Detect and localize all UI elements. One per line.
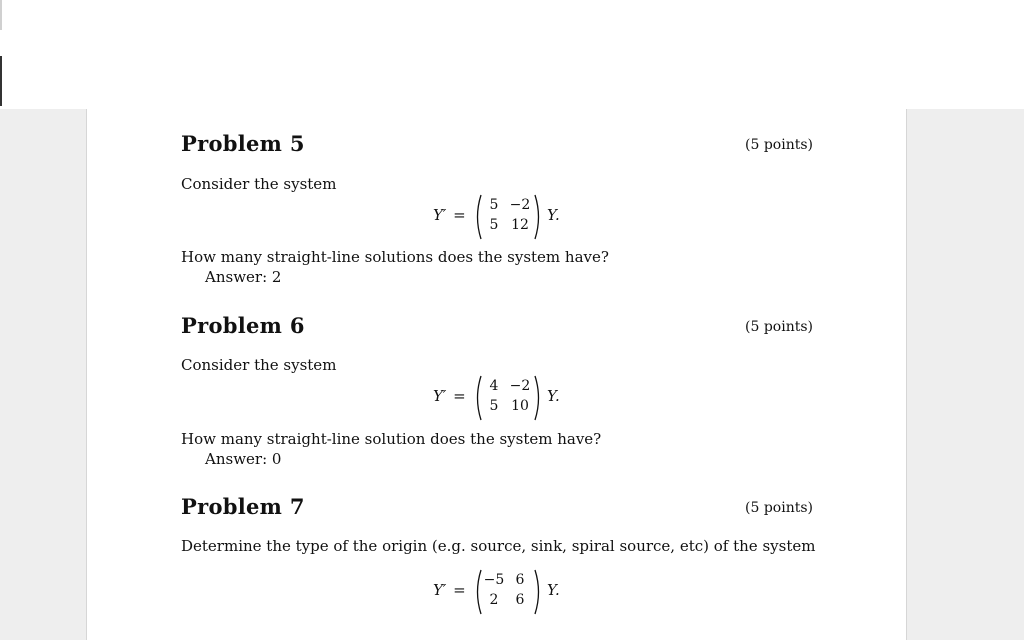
coefficient-matrix xyxy=(481,376,533,416)
equals-sign: = xyxy=(453,206,466,224)
equals-sign: = xyxy=(453,387,466,405)
problem-intro: Determine the type of the origin (e.g. source, sink, spiral source, etc) of the system xyxy=(181,537,816,555)
equation-lhs-variable: Y′ xyxy=(433,581,447,599)
matrix-equation xyxy=(433,194,573,242)
matrix-cell: −5 xyxy=(483,572,505,588)
problem-title: Problem 7 xyxy=(181,494,305,519)
problem-intro: Consider the system xyxy=(181,175,337,193)
scrollbar-thumb[interactable] xyxy=(0,56,2,106)
coefficient-matrix xyxy=(481,570,533,610)
problem-question: How many straight-line solutions does the system have? xyxy=(181,248,609,266)
problem-answer: Answer: 0 xyxy=(205,450,282,468)
matrix-cell: 6 xyxy=(515,592,525,608)
equation-lhs-variable: Y′ xyxy=(433,206,447,224)
problem-intro: Consider the system xyxy=(181,356,337,374)
matrix-cell: 4 xyxy=(489,378,499,394)
coefficient-matrix xyxy=(481,195,533,235)
matrix-cell: 5 xyxy=(489,197,499,213)
problem-answer: Answer: 2 xyxy=(205,268,282,286)
matrix-equation xyxy=(433,569,573,617)
matrix-cell: 2 xyxy=(489,592,499,608)
equation-lhs-variable: Y′ xyxy=(433,387,447,405)
matrix-cell: 6 xyxy=(515,572,525,588)
equals-sign: = xyxy=(453,581,466,599)
equation-lhs xyxy=(433,581,466,599)
matrix-cell: 10 xyxy=(511,398,529,414)
matrix-cell: −2 xyxy=(509,197,531,213)
equation-lhs xyxy=(433,206,466,224)
equation-rhs: Y. xyxy=(547,387,560,405)
document-page xyxy=(86,109,907,640)
equation-rhs: Y. xyxy=(547,581,560,599)
problem-points: (5 points) xyxy=(745,500,813,516)
matrix-cell: 12 xyxy=(511,217,529,233)
right-parenthesis xyxy=(533,375,543,421)
matrix-cell: 5 xyxy=(489,398,499,414)
problem-points: (5 points) xyxy=(745,137,813,153)
matrix-equation xyxy=(433,375,573,423)
right-parenthesis xyxy=(533,194,543,240)
problem-question: How many straight-line solution does the system have? xyxy=(181,430,602,448)
matrix-cell: 5 xyxy=(489,217,499,233)
problem-title: Problem 5 xyxy=(181,131,305,156)
equation-rhs: Y. xyxy=(547,206,560,224)
problem-points: (5 points) xyxy=(745,319,813,335)
window-edge xyxy=(0,0,2,30)
problem-title: Problem 6 xyxy=(181,313,305,338)
right-parenthesis xyxy=(533,569,543,615)
document-viewer[interactable] xyxy=(0,109,1024,640)
equation-lhs xyxy=(433,387,466,405)
top-toolbar-area xyxy=(0,0,1024,109)
matrix-cell: −2 xyxy=(509,378,531,394)
